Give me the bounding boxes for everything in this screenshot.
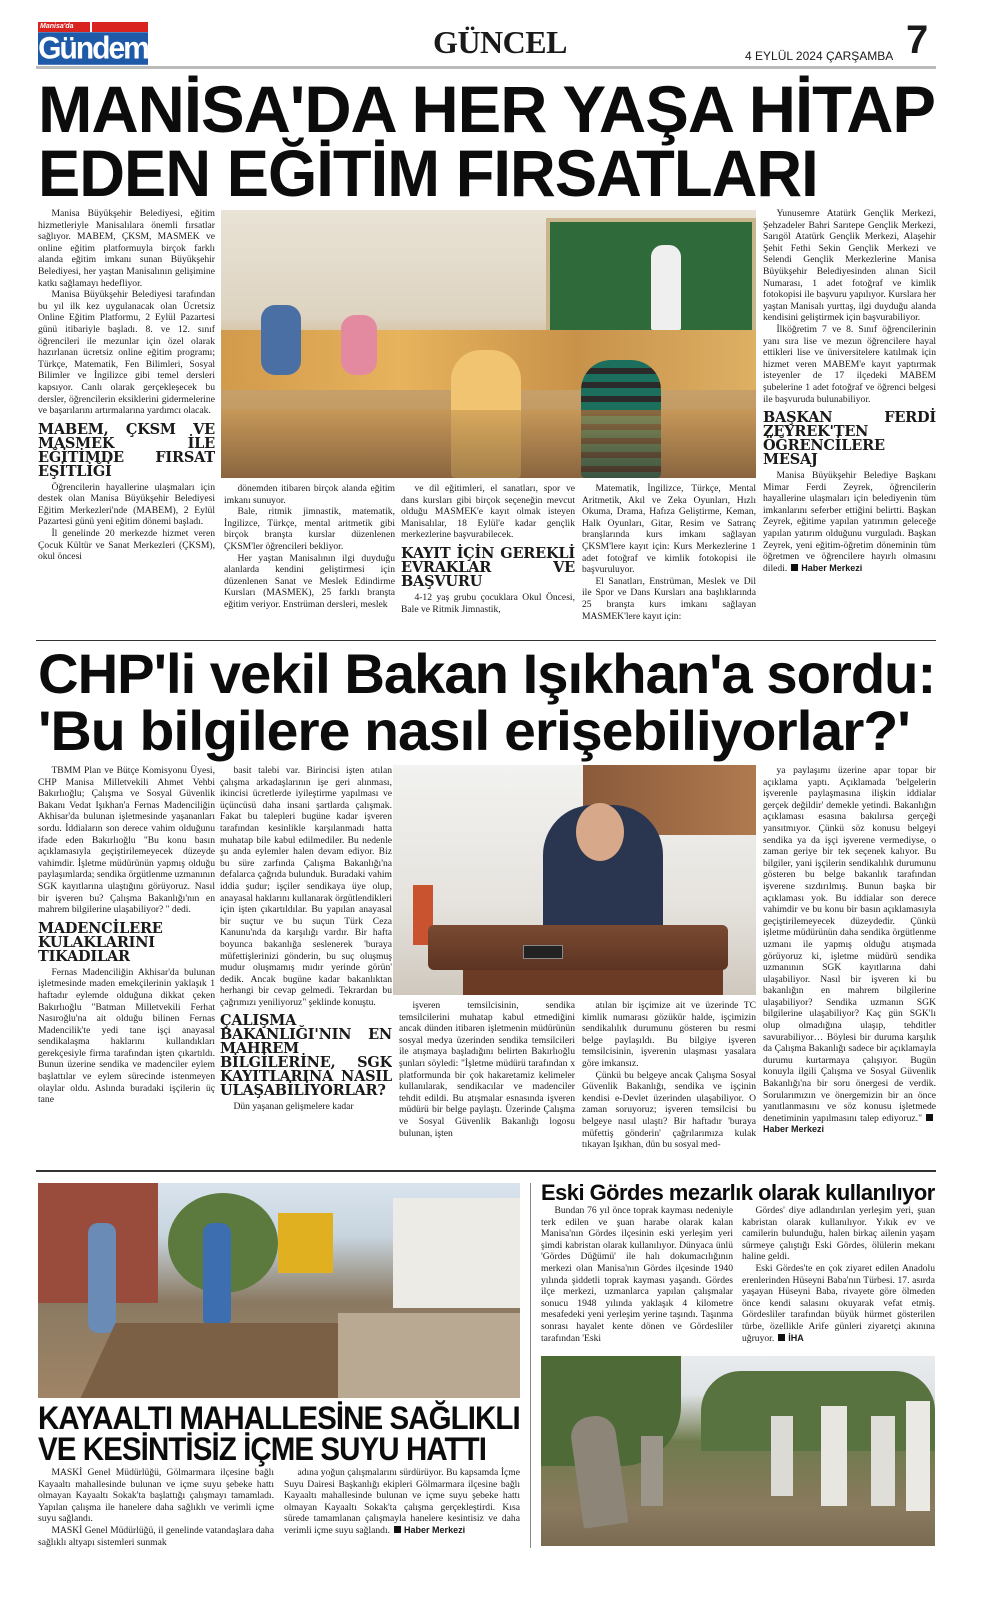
article1-column bbox=[38, 208, 215, 633]
paragraph bbox=[401, 592, 575, 615]
paragraph bbox=[742, 1205, 935, 1263]
subheading: MABEM, ÇKSM VE MASMEK İLE EĞİTİMDE FIRSAT EŞİTLİĞİ bbox=[38, 420, 215, 480]
paragraph bbox=[38, 765, 215, 916]
section-divider bbox=[36, 640, 936, 641]
issue-date: 4 EYLÜL 2024 ÇARŞAMBA bbox=[745, 49, 894, 63]
article2-headline bbox=[38, 642, 936, 705]
paragraph-text: atılan bir işçimize ait ve üzerinde TC kimlik numarası gözükür halde, işçimizin sendikalılık durumunu gösteren bu resmi belge paylaşıldı. Bu bilgiye işveren temsilcisinin, işverenin ulaşması yasalara göre imkansız. bbox=[582, 1000, 756, 1069]
byline: Haber Merkezi bbox=[763, 1113, 936, 1135]
article4-column bbox=[541, 1205, 733, 1352]
paragraph-text: basit talebi var. Birincisi işten atılan çalışma arkadaşlarının işe geri alınması, ikincisi ücretlerde iyileştirme yapılması ve üçüncüsü daha insani şartlarda çalışmak. Fakat bu talepleri bugüne kadar işveren tarafından kesinlikle karşılanmadı hatta muhatap bile kabul edilmediler. Bu nedenle şu anda eylemler halen devam ediyor. Biz bu süre zarfında Çalışma Bakanlığı'na defalarca çağrıda bulunduk. Buradaki vahim iddia şudur; işçiler sendikaya üye olup, anayasal haklarını kullanarak örgütlendikleri için işten çıkartıldılar. Bu yapılan anayasal bir suçtur ve bu suçun Türk Ceza Kanunu'nda da karşılığı vardır. Bir hafta boyunca bakanlığa seslenerek 'buraya müfettişlerinizi gönderin, bu suç oluşmuş mudur oluşmamış mıdır yerinde görün' dedik. Ancak bugüne kadar bakanlıktan herhangi bir cevap gelmedi. Tekrardan bu çağrımızı yeniliyoruz" şeklinde konuştu. bbox=[220, 765, 392, 1008]
section-divider bbox=[36, 1170, 936, 1172]
article3-column bbox=[38, 1467, 274, 1551]
masthead-rule bbox=[36, 66, 936, 69]
article1-column bbox=[582, 483, 756, 633]
paragraph bbox=[284, 1467, 520, 1537]
subheading: KAYIT İÇİN GEREKLİ EVRAKLAR VE BAŞVURU bbox=[401, 544, 575, 590]
headline-line: Eski Gördes mezarlık olarak kullanılıyor bbox=[541, 1180, 935, 1205]
paragraph-text: işveren temsilcisinin, sendika temsilcilerini muhatap kabul etmediğini ancak dünden itibaren işletmenin müdürünün sosyal medya üzerinden sendika temsilcileri ile atışmaya başladığını belirten Bakırlıoğlu şunları söyledi: "İşletme müdürü tarafından x platformunda bir çok hakaretamiz kelimeler kullanılarak, sendikacılar ve madenciler tehdit edildi. Bu atışmalar esnasında işveren müdürü bir belge paylaştı. Üzerinde Çalışma ve Sosyal Güvenlik Bakanlığı logosu bulunan, işten bbox=[399, 1000, 575, 1139]
paragraph-text: Bundan 76 yıl önce toprak kayması nedeniyle terk edilen ve şuan harabe olarak kalan Manisa'nın Gördes ilçesinin eski yerleşim yeri şimdi kabristan olarak kullanılıyor. Dünyaca ünlü 'Gördes Düğümü' ile halı dokumacılığının merkezi olan Manisa'nın Gördes ilçesinde 1940 yılında şiddetli toprak kayması yaşandı. Gördes ilçe merkezi, uzmanlarca yapılan çalışmalar sonucu 1948 yılında yaklaşık 4 kilometre mesafedeki yeni yerleşim yerine taşındı. Taşınma sonrası hayalet kente dönen ve Gördesliler tarafından 'Eski bbox=[541, 1205, 733, 1344]
paragraph-text: Bale, ritmik jimnastik, matematik, İngilizce, Türkçe, mental aritmetik gibi birçok branşta kurslar düzenlenen ÇKSM'ler öğrencileri bekliyor. bbox=[224, 506, 395, 552]
headline-line: VE KESİNTİSİZ İÇME SUYU HATTI bbox=[38, 1431, 486, 1467]
paragraph-text: adına yoğun çalışmalarını sürdürüyor. Bu kapsamda İçme Suyu Dairesi Başkanlığı ekipleri Gölmarmara ilçesine bağlı Kayaaltı mahallesinde bulunan ve içme suyu şebeke hattı olmayan Kayaaltı Sokak'ta çalışma gerçekleştirdi. Kısa sürede tamamlanan çalışmayla hanelere kesintisiz ve daha verimli içme suyu sağlandı. bbox=[284, 1467, 520, 1536]
paragraph bbox=[38, 208, 215, 289]
article1-headline-2 bbox=[38, 136, 818, 210]
classroom-photo[interactable] bbox=[221, 210, 756, 478]
paragraph-text: TBMM Plan ve Bütçe Komisyonu Üyesi, CHP Manisa Milletvekili Ahmet Vehbi Bakırlıoğlu; Çalışma ve Sosyal Güvenlik Bakanı Vedat Işıkhan'a Fernas Madenciliğin Akhisar'da bulunan işletmesinde yaşananları sordu. İddiaların son derece vahim olduğunu ifade eden Bakırlıoğlu "Bu konu basın açıklamasıyla geçiştirilemeyecek düzeyde vahimdir. İşletme müdürünün yapmış olduğu paylaşımlarda; sendika örgütlenme uzmanının SGK kayıtlarına ulaştığını görüyoruz. Nasıl bir işveren bu? Çalışma Bakanlığı'nın en mahrem bilgilerine ulaşabiliyor? " dedi. bbox=[38, 765, 215, 916]
paragraph-text: Çünkü bu belgeye ancak Çalışma Sosyal Güvenlik Bakanlığı, sendika ve işçinin kendisi e-Devlet üzerinden ulaşabiliyor. O zaman soruyoruz; işveren temsilcisi bu belgeye nasıl ulaştı? Bir haftadır 'buraya müfettiş gönderin' çağrılarımıza kulak tıkayan Işıkhan, dün bu sosyal med- bbox=[582, 1069, 756, 1151]
headline-line: EDEN EĞİTİM FIRSATLARI bbox=[38, 136, 818, 210]
paragraph bbox=[38, 967, 215, 1106]
article1-column bbox=[401, 483, 575, 633]
water-pipe-works-photo[interactable] bbox=[38, 1183, 520, 1398]
podium-display bbox=[523, 945, 563, 959]
article1-column bbox=[763, 208, 936, 633]
headline-line: KAYAALTI MAHALLESİNE SAĞLIKLI bbox=[38, 1400, 520, 1436]
paragraph bbox=[582, 576, 756, 622]
paragraph-text: Dün yaşanan gelişmelere kadar bbox=[233, 1101, 354, 1113]
subheading: BAŞKAN FERDİ ZEYREK'TEN ÖĞRENCİLERE MESAJ bbox=[763, 409, 936, 469]
byline: Haber Merkezi bbox=[787, 563, 862, 573]
paragraph bbox=[38, 482, 215, 528]
page-number: 7 bbox=[906, 18, 929, 62]
logo-top: Manisa'da bbox=[38, 22, 90, 32]
paragraph bbox=[582, 483, 756, 576]
paragraph bbox=[763, 324, 936, 405]
byline: Haber Merkezi bbox=[390, 1525, 465, 1535]
paragraph-text: dönemden itibaren birçok alanda eğitim imkanı sunuyor. bbox=[224, 483, 395, 506]
paragraph-text: Fernas Madenciliğin Akhisar'da bulunan işletmesinde maden emekçilerinin yaklaşık 1 haftadır eylemde olduğuna dikkat çeken Bakırlıoğlu "Batman Milletvekili Ferhat Nasıroğlu'na ait olduğu bilinen Fernas Madencilik'te yedi tane işçi anayasal sendikalaşma haklarını kullandıkları gerekçesiyle firma tarafından işten çıkartıldı. Bunun üzerine sendika ve madenciler eylem başlattılar ve eylem sürecinde istenmeyen olaylar oldu. Aslında buradaki işçilerin üç tane bbox=[38, 966, 215, 1106]
article3-column bbox=[284, 1467, 520, 1551]
paragraph bbox=[582, 1070, 756, 1151]
paragraph bbox=[401, 483, 575, 541]
article4-headline bbox=[541, 1181, 935, 1205]
paragraph bbox=[763, 765, 936, 1136]
paragraph bbox=[220, 1101, 392, 1113]
article2-column bbox=[582, 1000, 756, 1162]
subheading: MADENCİLERE KULAKLARINI TIKADILAR bbox=[38, 919, 163, 965]
article2-column bbox=[38, 765, 215, 1162]
paragraph-text: Her yaştan Manisalının ilgi duyduğu alanlarda kendini geliştirmesi için düzenlenen Sanat ve Meslek Edindirme Kursları (MASMEK), 25 farklı branşta eğitim veriyor. Enstrüman dersleri, meslek bbox=[224, 552, 395, 610]
article2-column bbox=[399, 1000, 575, 1162]
article2-column bbox=[220, 765, 392, 1162]
paragraph bbox=[38, 1467, 274, 1525]
paragraph-text: Yunusemre Atatürk Gençlik Merkezi, Şehzadeler Bahri Sarıtepe Gençlik Merkezi, Sarıgöl Atatürk Gençlik Merkezi, Alaşehir Şehit Fethi Sekin Gençlik Merkezi ve Selendi Gençlik Merkezlerine Manisa Büyükşehir Belediyesinden alınan Sicil Numarası, 1 adet fotoğraf ve kimlik fotokopisi ile başvuru yapılıyor. Kurslara her yaştan Manisalı yurttaş, ilgi duyduğu alanda kendisini geliştirmek için başvurabiliyor. bbox=[763, 208, 936, 324]
headline-line: 'Bu bilgilere nasıl erişebiliyorlar?' bbox=[38, 699, 910, 762]
headline-line: MANİSA'DA HER YAŞA HİTAP bbox=[38, 72, 936, 146]
paragraph bbox=[582, 1000, 756, 1070]
paragraph bbox=[224, 553, 395, 611]
paragraph-text: Matematik, İngilizce, Türkçe, Mental Aritmetik, Akıl ve Zeka Oyunları, Hızlı Okuma, Drama, Hafıza Geliştirme, Keman, Halk Oyunları, Gitar, Resim ve Satranç branşlarında kurs imkanı sağlayan ÇKSM'lere kayıt için: Kurs Merkezlerine 1 adet fotoğraf ve kimlik fotokopisi ile başvuruluyor. bbox=[582, 483, 756, 576]
article1-headline bbox=[38, 72, 936, 146]
logo-main: Gündem bbox=[38, 31, 148, 66]
paragraph bbox=[220, 765, 392, 1008]
paragraph-text: Manisa Büyükşehir Belediyesi tarafından bu yıl ilk kez uygulanacak olan Ücretsiz Online Eğitim Platformu, 2 Eylül Pazartesi günü itibariyle başladı. 8. ve 12. sınıf öğrencileri ile mezunlar için özel olarak hazırlanan ücretsiz online eğitim programı; Türkçe, Matematik, Fen Bilimleri, Sosyal Bilimler ve İngilizce gibi temel dersleri kapsıyor. Canlı olarak gerçekleşecek bu dersler, öğrencilerin eksiklerini gidermelerine ve başarılarını artırmalarına yardımcı olacak. bbox=[38, 289, 215, 417]
paragraph bbox=[38, 289, 215, 417]
paragraph bbox=[224, 483, 395, 506]
article4-column bbox=[742, 1205, 935, 1352]
paragraph bbox=[541, 1205, 733, 1344]
parliament-photo[interactable] bbox=[393, 765, 756, 995]
paragraph-text: El Sanatları, Enstrüman, Meslek ve Dil ile Spor ve Dans Kursları ana başlıklarında 25 branşta kurs imkanı sağlayan MASMEK'lere kayıt için: bbox=[582, 575, 756, 622]
paragraph bbox=[763, 208, 936, 324]
article2-headline-2 bbox=[38, 699, 910, 762]
paragraph-text: ya paylaşımı üzerine apar topar bir açıklama yaptı. Açıklamada 'belgelerin işverenle paylaşmasına ilişkin iddialar gerçek değildir' demekle yetindi. Bakanlığın açıklaması esasına bakılırsa gerçeği yansıtmıyor. Çünkü söz konusu belgeyi sendika ya da işçi işverene vermediyse, o zaman geriye bir tek seçenek kalıyor. Bu bilgiler, yani işçilerin sendikalılık durumunu gösteren bu belge bakanlık tarafından işverene sızdırılmış. Bunun başka bir açıklaması yok. Bu iddialar son derece vahimdir ve bu konu bir basın açıklamasıyla geçiştirilemeyecek düzeydedir. Çünkü işletme müdürünün daha sendika örgütlenme uzmanı ile yapmış olduğu atışmada görüyoruz ki, işletme müdürü sendika uzmanının SGK kayıtlarına dahi ulaşabiliyor. Nasıl bir işveren ki bu bakanlığın en mahrem bilgilerine ulaşabiliyor? Sendika uzmanın SGK bilgilerine ulaşabiliyor? Kaç gün SGK'lı olup olmadığına ulaşıp, tehditler savurabiliyor… Böylesi bir duruma karşılık da Çalışma Bakanlığı sadece bir açıklamayla durumu kurtarmaya çalışıyor. Bugün konuyla ilgili Çalışma ve Sosyal Güvenlik Bakanlığı'na bir soru önergesi de verdik. Sorularımızın ve önergemizin bir an önce yanıtlanmasını ve söz konusu işletmede denetiminin yapılmasını talep ediyoruz." bbox=[763, 765, 936, 1124]
paragraph-text: 4-12 yaş grubu çocuklara Okul Öncesi, Bale ve Ritmik Jimnastik, bbox=[401, 591, 575, 615]
paragraph-text: MASKİ Genel Müdürlüğü, Gölmarmara ilçesine bağlı Kayaaltı mahallesinde bulunan ve içme suyu şebeke hattı olmayan Kayaaltı Sokak'ta başlattığı çalışmayı tamamladı. Yapılan çalışma ile hanelere daha sağlıklı ve verimli içme suyu sağlandı. bbox=[38, 1467, 274, 1525]
masthead-logo[interactable] bbox=[38, 22, 148, 64]
paragraph bbox=[38, 1525, 274, 1548]
paragraph-text: İl genelinde 20 merkezde hizmet veren Çocuk Kültür ve Sanat Merkezleri (ÇKSM), okul öncesi bbox=[38, 528, 215, 563]
section-title: GÜNCEL bbox=[433, 24, 567, 60]
paragraph bbox=[763, 470, 936, 574]
paragraph-text: Gördes' diye adlandırılan yerleşim yeri, şuan kabristan olarak kullanılıyor. Yıkık ev ve camilerin bulunduğu, halen birkaç ailenin yaşam sürmeye çalıştığı Eski Gördes, ölülerin mekanı haline geldi. bbox=[742, 1205, 935, 1263]
paragraph-text: Manisa Büyükşehir Belediye Başkanı Mimar Ferdi Zeyrek, öğrencilerin hayallerine ulaşmaları için belediyenin tüm imkanlarını seferber ettiğini belirtti. Başkan Zeyrek, eğitime yapılan yatırımın geleceğe yapılan yatırım olduğunu vurguladı. Başkan Zeyrek, yeni eğitim-öğretim döneminin tüm öğretmen ve öğrencilere hayırlı olmasını diledi. bbox=[763, 470, 936, 574]
paragraph-text: İlköğretim 7 ve 8. Sınıf öğrencilerinin yanı sıra lise ve mezun öğrencilere hayal ettikleri lise ve üniversitelere katılmak için hizmet veren MABEM'e kayıt yaptırmak isteyenler de 17 ilçedeki MABEM şubelerine 1 adet fotoğraf ve öğrenci belgesi ile başvuruda bulunabiliyor. bbox=[763, 323, 936, 405]
paragraph bbox=[38, 528, 215, 563]
article1-column bbox=[224, 483, 395, 633]
article3-headline-2 bbox=[38, 1431, 486, 1467]
byline: İHA bbox=[774, 1333, 804, 1343]
paragraph bbox=[399, 1000, 575, 1139]
paragraph-text: Manisa Büyükşehir Belediyesi, eğitim hizmetleriyle Manisalılara önemli fırsatlar sağlıyor. MABEM, ÇKSM, MASMEK ve online eğitim platformuyla birçok farklı alanda eğitim imkanı sunan Büyükşehir Belediyesi, her yaştan Manisalının gelişimine katkı sağlamayı hedefliyor. bbox=[38, 208, 215, 289]
paragraph-text: Öğrencilerin hayallerine ulaşmaları için destek olan Manisa Büyükşehir Belediyesi Eğitim Merkezleri'nde (MABEM), 2 Eylül Pazartesi günü yeni eğitim dönemi başladı. bbox=[38, 481, 215, 528]
paragraph bbox=[224, 506, 395, 552]
headline-line: CHP'li vekil Bakan Işıkhan'a sordu: bbox=[38, 642, 936, 705]
paragraph-text: Eski Gördes'te en çok ziyaret edilen Anadolu erenlerinden Hüseyni Baba'nın Türbesi. 17. asırda yaşayan Hüseyni Baba, rivayete göre ölmeden önce kendi salasını okuyarak vefat etmiş. Gördesliler tarafından büyük hürmet gösterilen türbe, özellikle Arife günleri ziyaretçi akınına uğruyor. bbox=[742, 1262, 935, 1344]
paragraph-text: MASKİ Genel Müdürlüğü, il genelinde vatandaşlara daha sağlıklı altyapı sistemleri sunmak bbox=[38, 1524, 274, 1548]
subheading: ÇALIŞMA BAKANLIĞI'NIN EN MAHREM BİLGİLERİNE, SGK KAYITLARINA NASIL ULAŞABİLİYORLAR? bbox=[220, 1012, 392, 1100]
column-divider bbox=[530, 1183, 531, 1548]
article3-headline bbox=[38, 1400, 520, 1436]
article2-column bbox=[763, 765, 936, 1162]
paragraph-text: ve dil eğitimleri, el sanatları, spor ve dans kursları gibi birçok seçeneğin mevcut olduğu MASMEK'e kayıt olmak isteyen Manisalılar, 18 Eylül'e kadar gençlik merkezlerine başvurabilecek. bbox=[401, 483, 575, 541]
paragraph bbox=[742, 1263, 935, 1344]
cemetery-photo[interactable] bbox=[541, 1356, 935, 1546]
